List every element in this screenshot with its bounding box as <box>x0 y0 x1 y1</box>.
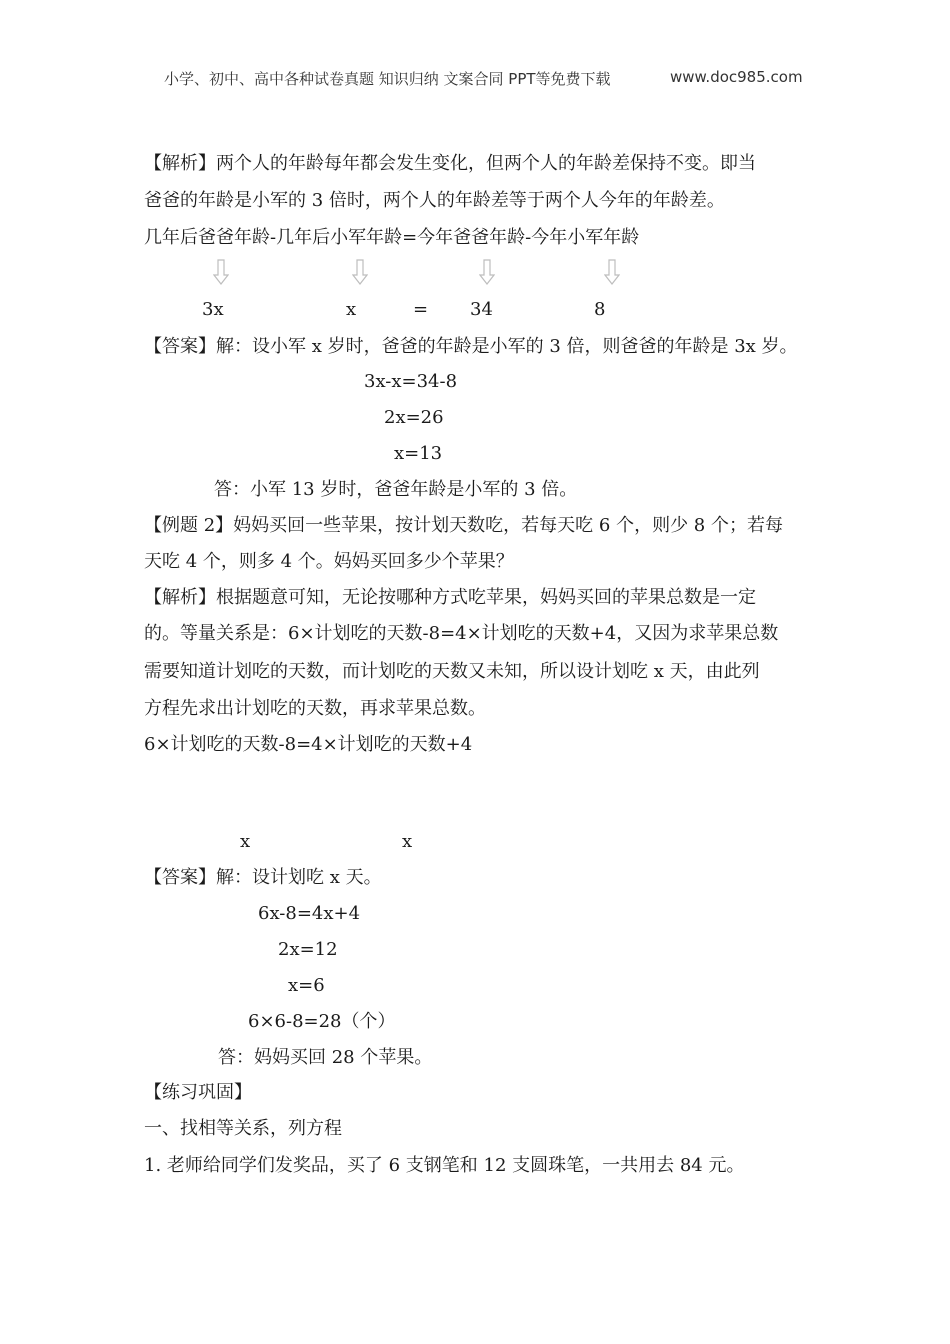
section-title: 一、找相等关系，列方程 <box>144 1118 342 1139</box>
map-value: x <box>240 831 251 852</box>
map-value: 34 <box>470 299 493 320</box>
answer-intro: 【答案】解：设小军 x 岁时，爸爸的年龄是小军的 3 倍，则爸爸的年龄是 3x 岁。 <box>144 336 798 357</box>
map-equals: = <box>413 299 429 320</box>
map-value: 3x <box>202 299 224 320</box>
equation-step: x=6 <box>288 975 325 996</box>
equation-step: 3x-x=34-8 <box>364 371 458 392</box>
map-value: x <box>402 831 413 852</box>
equation-step: 6x-8=4x+4 <box>258 903 361 924</box>
analysis-line: 需要知道计划吃的天数，而计划吃的天数又未知，所以设计划吃 x 天，由此列 <box>144 661 760 682</box>
equation-step: x=13 <box>394 443 443 464</box>
answer-conclusion: 答：妈妈买回 28 个苹果。 <box>218 1047 433 1068</box>
analysis-line: 的。等量关系是：6×计划吃的天数-8=4×计划吃的天数+4，又因为求苹果总数 <box>144 623 779 644</box>
header-url[interactable]: www.doc985.com <box>670 68 803 86</box>
analysis-line: 方程先求出计划吃的天数，再求苹果总数。 <box>144 698 486 719</box>
down-arrow-icon <box>213 259 229 285</box>
equation-step: 2x=26 <box>384 407 444 428</box>
analysis-line-1: 【解析】两个人的年龄每年都会发生变化，但两个人的年龄差保持不变。即当 <box>144 153 756 174</box>
down-arrow-icon <box>352 259 368 285</box>
equation-step: 6×6-8=28（个） <box>248 1011 396 1032</box>
analysis-line-2: 爸爸的年龄是小军的 3 倍时，两个人的年龄差等于两个人今年的年龄差。 <box>144 190 725 211</box>
relation-line: 几年后爸爸年龄-几年后小军年龄=今年爸爸年龄-今年小军年龄 <box>144 227 640 248</box>
header-text: 小学、初中、高中各种试卷真题 知识归纳 文案合同 PPT等免费下载 <box>164 70 611 88</box>
analysis-line: 【解析】根据题意可知，无论按哪种方式吃苹果，妈妈买回的苹果总数是一定 <box>144 587 756 608</box>
question-line-1: 【例题 2】妈妈买回一些苹果，按计划天数吃，若每天吃 6 个，则少 8 个；若每 <box>144 515 783 536</box>
equation-step: 2x=12 <box>278 939 338 960</box>
answer-conclusion: 答：小军 13 岁时，爸爸年龄是小军的 3 倍。 <box>214 479 578 500</box>
practice-heading: 【练习巩固】 <box>144 1082 252 1103</box>
relation-line: 6×计划吃的天数-8=4×计划吃的天数+4 <box>144 734 473 755</box>
down-arrow-icon <box>479 259 495 285</box>
down-arrow-icon <box>604 259 620 285</box>
map-value: 8 <box>594 299 606 320</box>
question-1: 1. 老师给同学们发奖品，买了 6 支钢笔和 12 支圆珠笔，一共用去 84 元。 <box>144 1155 745 1176</box>
map-value: x <box>346 299 357 320</box>
question-line-2: 天吃 4 个，则多 4 个。妈妈买回多少个苹果？ <box>144 551 514 572</box>
answer-intro: 【答案】解：设计划吃 x 天。 <box>144 867 382 888</box>
